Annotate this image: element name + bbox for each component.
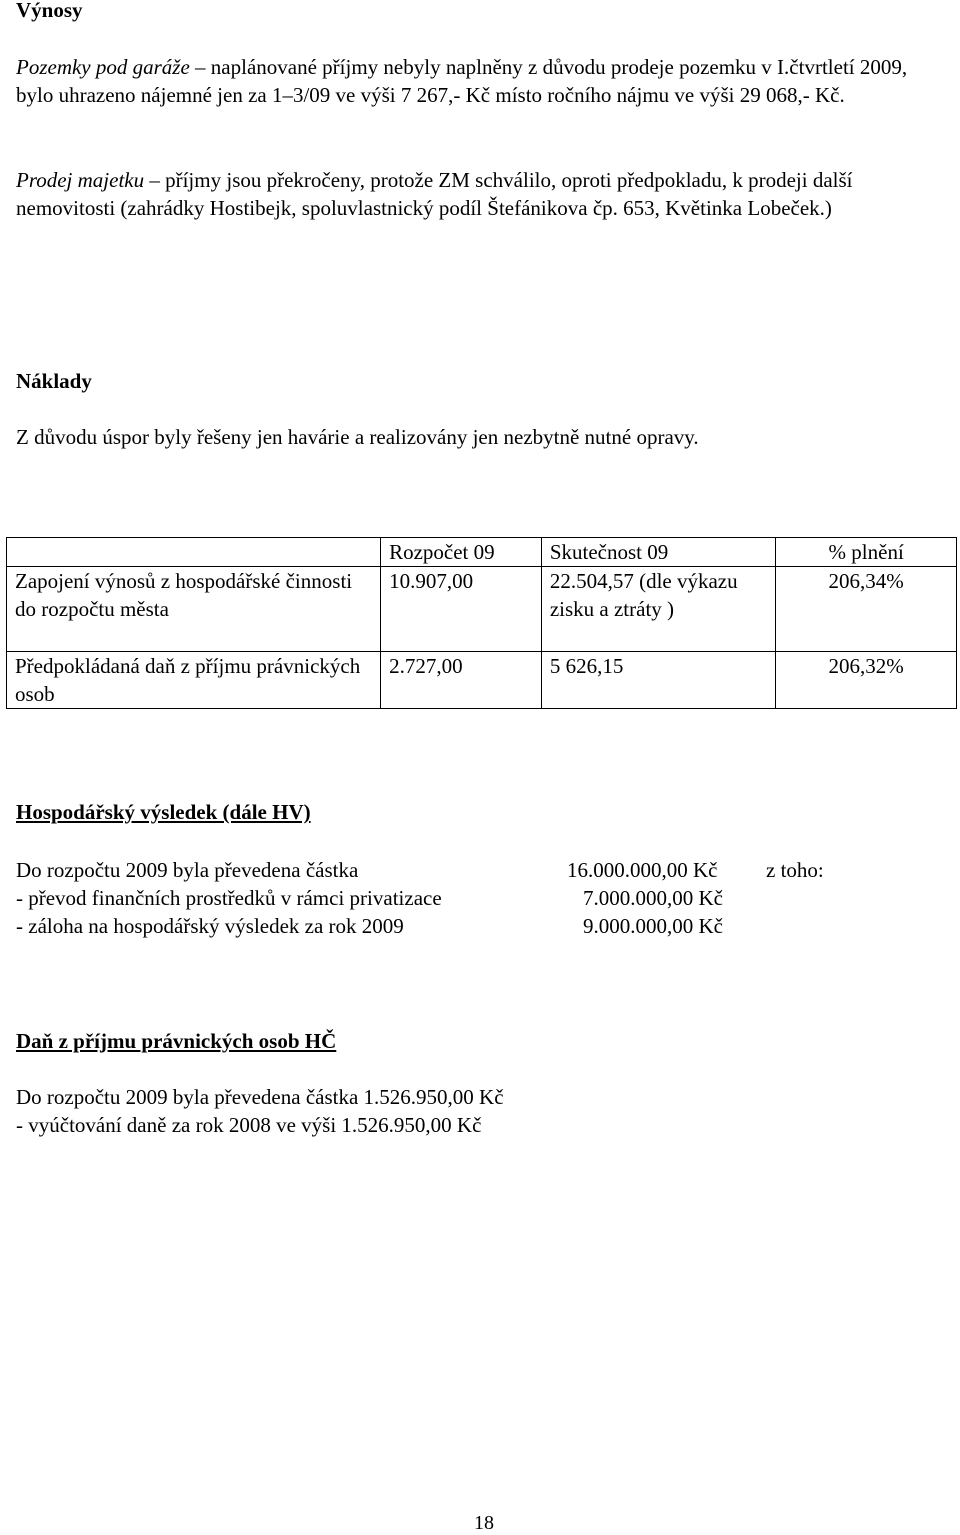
revenues-para1-text: – naplánované příjmy nebyly naplněny z důvodu prodeje pozemku v I.čtvrtletí 2009, bylo uhrazeno nájemné jen za 1–3/09 ve výši 7 267,- Kč místo ročního nájmu ve výši 29 068,- Kč.: [16, 55, 908, 107]
table-header-budget: Rozpočet 09: [381, 538, 542, 567]
revenues-paragraph-1: [16, 53, 916, 109]
hv-item-2-amount: 9.000.000,00 Kč: [583, 914, 723, 938]
table-cell-actual: 5 626,15: [541, 652, 776, 709]
table-cell-budget: 10.907,00: [381, 567, 542, 652]
hv-line-1: [16, 856, 358, 884]
revenues-para2-text: – příjmy jsou překročeny, protože ZM schválilo, oproti předpokladu, k prodeji další nemovitosti (zahrádky Hostibejk, spoluvlastnický podíl Štefánikova čp. 653, Květinka Lobeček.): [16, 168, 853, 220]
table-cell-budget: 2.727,00: [381, 652, 542, 709]
table-row: [7, 567, 957, 652]
tax-heading: Daň z příjmu právnických osob HČ: [16, 1029, 337, 1053]
revenues-para2-italic: Prodej majetku: [16, 168, 145, 192]
revenues-paragraph-2: [16, 166, 916, 222]
table-header-empty: [7, 538, 381, 567]
table-cell-percent: 206,32%: [776, 652, 957, 709]
table-cell-actual: 22.504,57 (dle výkazu zisku a ztráty ): [541, 567, 776, 652]
table-header-actual: Skutečnost 09: [541, 538, 776, 567]
table-cell-label: Zapojení výnosů z hospodářské činnosti do rozpočtu města: [7, 567, 381, 652]
hv-heading: Hospodářský výsledek (dále HV): [16, 800, 311, 824]
revenues-para1-italic: Pozemky pod garáže: [16, 55, 190, 79]
table-cell-label: Předpokládaná daň z příjmu právnických osob: [7, 652, 381, 709]
finance-table: [6, 537, 957, 709]
hv-line1-amount: 16.000.000,00 Kč: [567, 858, 718, 882]
hv-item-2: - záloha na hospodářský výsledek za rok 2009: [16, 914, 404, 938]
hv-line1-label: Do rozpočtu 2009 byla převedena částka: [16, 858, 359, 882]
page-number: 18: [474, 1512, 494, 1534]
costs-heading: Náklady: [16, 369, 92, 393]
table-header-percent: % plnění: [776, 538, 957, 567]
hv-item-1: - převod finančních prostředků v rámci privatizace: [16, 886, 442, 910]
hv-line1-suffix: z toho:: [766, 858, 824, 882]
costs-text: Z důvodu úspor byly řešeny jen havárie a realizovány jen nezbytně nutné opravy.: [16, 425, 699, 449]
tax-line-1: Do rozpočtu 2009 byla převedena částka 1.526.950,00 Kč: [16, 1085, 504, 1109]
table-header-row: [7, 538, 957, 567]
table-cell-percent: 206,34%: [776, 567, 957, 652]
hv-item-1-amount: 7.000.000,00 Kč: [583, 886, 723, 910]
tax-line-2: - vyúčtování daně za rok 2008 ve výši 1.526.950,00 Kč: [16, 1113, 482, 1137]
table-row: [7, 652, 957, 709]
revenues-heading: Výnosy: [16, 0, 83, 22]
